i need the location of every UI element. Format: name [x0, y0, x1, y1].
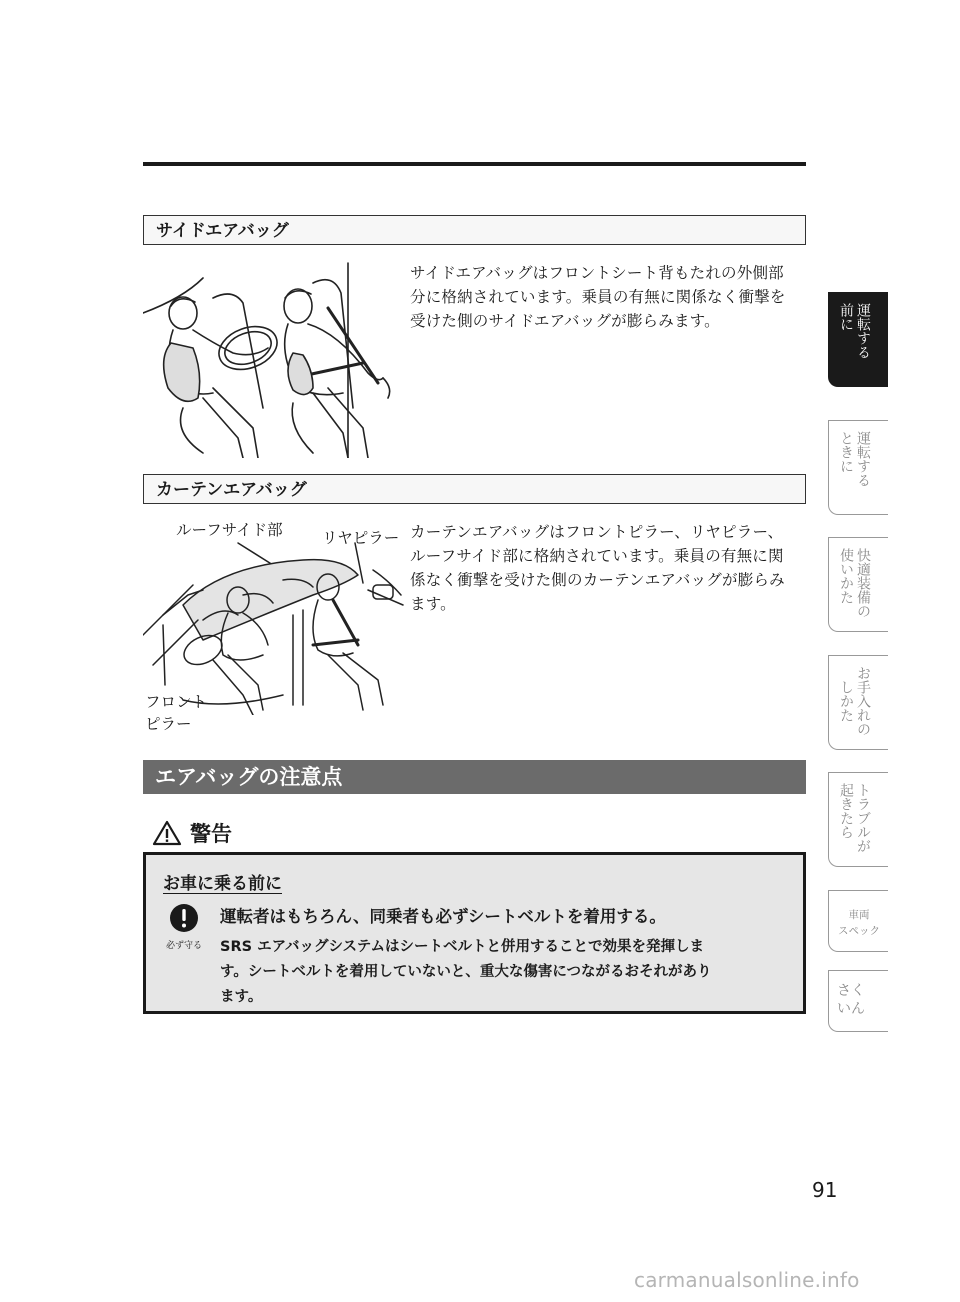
- tab-label-line: スペック: [838, 925, 880, 937]
- tab-vehicle-specs[interactable]: [828, 890, 888, 952]
- warning-triangle-icon: [152, 820, 182, 846]
- warning-heading: お車に乗る前に: [163, 874, 282, 894]
- warning-lead: 運転者はもちろん、同乗者も必ずシートベルトを着用する。: [220, 907, 666, 926]
- tab-before-driving[interactable]: [828, 292, 888, 387]
- callout-front-pillar-line2: ピラー: [145, 715, 192, 733]
- warning-title: [152, 818, 232, 848]
- tab-comfort-equipment[interactable]: [828, 537, 888, 632]
- tab-label-col: 起きたら: [838, 783, 854, 839]
- tab-label-col: 前に: [838, 303, 854, 331]
- tab-label-col: 快適装備の: [855, 548, 871, 618]
- warning-box: [143, 852, 806, 1014]
- tab-maintenance[interactable]: [828, 655, 888, 750]
- curtain-airbag-description: [410, 520, 785, 616]
- watermark: carmanualsonline.info: [634, 1268, 860, 1292]
- tab-label-col: 運転する: [855, 303, 871, 359]
- must-follow-mark: [164, 903, 204, 951]
- tab-label-col: お手入れの: [855, 666, 871, 736]
- warning-title-text: 警告: [190, 822, 232, 846]
- tab-index[interactable]: [828, 970, 888, 1032]
- tab-when-driving[interactable]: [828, 420, 888, 515]
- callout-roof-side: ルーフサイド部: [176, 521, 283, 539]
- side-airbag-illustration: [143, 258, 408, 458]
- text-line: ます。: [220, 989, 263, 1005]
- text-line: 分に格納されています。乗員の有無に関係なく衝撃を: [410, 288, 786, 306]
- curtain-airbag-illustration: [143, 535, 408, 715]
- tab-label-line: 車両: [848, 909, 870, 921]
- section-heading-curtain-airbag: カーテンエアバッグ: [143, 474, 806, 504]
- top-rule: [143, 162, 806, 166]
- warning-body: [220, 935, 800, 1010]
- tab-label-col: ときに: [838, 431, 854, 473]
- text-line: ルーフサイド部に格納されています。乗員の有無に関: [410, 547, 784, 565]
- tab-label-col: トラブルが: [855, 783, 871, 853]
- text-line: サイドエアバッグはフロントシート背もたれの外側部: [410, 264, 784, 282]
- side-airbag-description: [410, 261, 786, 333]
- must-follow-label: 必ず守る: [165, 941, 202, 951]
- tab-label-line: いん: [837, 1001, 865, 1017]
- tab-label-col: しかた: [838, 680, 854, 722]
- text-line: す。シートベルトを着用していないと、重大な傷害につながるおそれがあり: [220, 964, 712, 980]
- tab-label-col: 運転する: [855, 431, 871, 487]
- section-heading-side-airbag: サイドエアバッグ: [143, 215, 806, 245]
- tab-label-col: 使いかた: [838, 548, 854, 604]
- page-number: 91: [812, 1178, 838, 1202]
- tab-label-line: さく: [837, 983, 865, 999]
- text-line: 係なく衝撃を受けた側のカーテンエアバッグが膨らみ: [410, 571, 785, 589]
- callout-rear-pillar: リヤピラー: [322, 529, 400, 547]
- exclamation-circle-icon: [169, 903, 199, 933]
- text-line: カーテンエアバッグはフロントピラー、リヤピラー、: [410, 523, 784, 541]
- callout-front-pillar-line1: フロント: [145, 693, 208, 711]
- text-line: SRS エアバッグシステムはシートベルトと併用することで効果を発揮しま: [220, 939, 704, 955]
- section-band-airbag-precautions: エアバッグの注意点: [143, 760, 806, 794]
- text-line: ます。: [410, 595, 456, 613]
- tab-troubleshooting[interactable]: [828, 772, 888, 867]
- text-line: 受けた側のサイドエアバッグが膨らみます。: [410, 312, 720, 330]
